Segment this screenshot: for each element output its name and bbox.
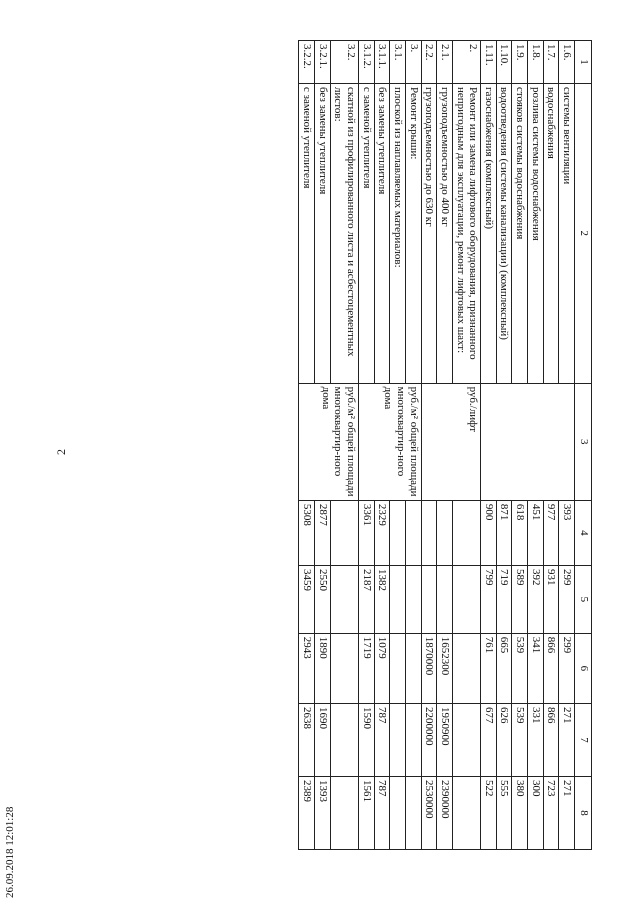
- value-cell: 1590: [359, 704, 375, 777]
- row-number: 2.2.: [421, 41, 437, 84]
- row-number: 2.: [452, 41, 480, 84]
- row-number: 3.1.2.: [359, 41, 375, 84]
- value-cell: 2943: [299, 633, 315, 703]
- value-cell: 787: [374, 704, 390, 777]
- row-number: 3.1.: [390, 41, 406, 84]
- cost-table: [298, 40, 592, 850]
- value-cell: 1382: [374, 565, 390, 633]
- col-header: 8: [575, 777, 592, 850]
- row-name: плоской из наплавляемых материалов:: [390, 83, 406, 383]
- rotated-table-container: [85, 40, 592, 850]
- value-cell: 331: [528, 704, 544, 777]
- row-name: газоснабжения (комплексный): [481, 83, 497, 383]
- value-cell: [452, 704, 480, 777]
- row-number: 1.11.: [481, 41, 497, 84]
- row-name: с заменой утеплителя: [299, 83, 315, 383]
- unit-cell: руб./лифт: [421, 383, 481, 500]
- value-cell: [452, 500, 480, 565]
- unit-cell: [481, 383, 575, 500]
- value-cell: 719: [496, 565, 512, 633]
- value-cell: 866: [543, 704, 559, 777]
- value-cell: 2638: [299, 704, 315, 777]
- header-row: [575, 41, 592, 850]
- row-name: розлива системы водоснабжения: [528, 83, 544, 383]
- value-cell: [330, 704, 358, 777]
- value-cell: 1393: [315, 777, 331, 850]
- row-number: 3.1.1.: [374, 41, 390, 84]
- value-cell: [452, 565, 480, 633]
- value-cell: 677: [481, 704, 497, 777]
- value-cell: 2877: [315, 500, 331, 565]
- value-cell: 2329: [374, 500, 390, 565]
- row-number: 1.6.: [559, 41, 575, 84]
- value-cell: [421, 500, 437, 565]
- row-name: Ремонт или замена лифтового оборудования, признанного непригодным для эксплуатации, ремонт лифтовых шахт:: [452, 83, 480, 383]
- value-cell: 392: [528, 565, 544, 633]
- value-cell: 1690: [315, 704, 331, 777]
- value-cell: 5308: [299, 500, 315, 565]
- value-cell: [405, 500, 421, 565]
- value-cell: 3459: [299, 565, 315, 633]
- col-header: 1: [575, 41, 592, 84]
- unit-cell: руб./м² общей площади многоквартир-ного дома: [359, 383, 422, 500]
- value-cell: 871: [496, 500, 512, 565]
- value-cell: 900: [481, 500, 497, 565]
- value-cell: 2389: [299, 777, 315, 850]
- row-number: 3.2.2.: [299, 41, 315, 84]
- value-cell: [452, 633, 480, 703]
- value-cell: 618: [512, 500, 528, 565]
- value-cell: 2200000: [421, 704, 437, 777]
- value-cell: 341: [528, 633, 544, 703]
- value-cell: [421, 565, 437, 633]
- value-cell: 2550: [315, 565, 331, 633]
- row-name: грузоподъемностью до 400 кг: [437, 83, 453, 383]
- row-number: 2.1.: [437, 41, 453, 84]
- row-name: системы вентиляции: [559, 83, 575, 383]
- value-cell: 2187: [359, 565, 375, 633]
- row-name: Ремонт крыши:: [405, 83, 421, 383]
- value-cell: 1561: [359, 777, 375, 850]
- value-cell: [405, 704, 421, 777]
- value-cell: 1079: [374, 633, 390, 703]
- value-cell: 271: [559, 777, 575, 850]
- value-cell: 1719: [359, 633, 375, 703]
- col-header: 6: [575, 633, 592, 703]
- row-number: 1.10.: [496, 41, 512, 84]
- row-number: 1.7.: [543, 41, 559, 84]
- value-cell: 589: [512, 565, 528, 633]
- value-cell: 866: [543, 633, 559, 703]
- value-cell: 2530000: [421, 777, 437, 850]
- value-cell: 1870000: [421, 633, 437, 703]
- row-name: водоотведения (системы канализации) (комплексный): [496, 83, 512, 383]
- row-name: грузоподъемностью до 630 кг: [421, 83, 437, 383]
- value-cell: [390, 565, 406, 633]
- value-cell: [390, 777, 406, 850]
- value-cell: 761: [481, 633, 497, 703]
- row-number: 3.: [405, 41, 421, 84]
- value-cell: 626: [496, 704, 512, 777]
- row-name: стояков системы водоснабжения: [512, 83, 528, 383]
- value-cell: [405, 633, 421, 703]
- value-cell: 300: [528, 777, 544, 850]
- value-cell: [390, 704, 406, 777]
- value-cell: 977: [543, 500, 559, 565]
- col-header: 5: [575, 565, 592, 633]
- unit-cell: руб./м² общей площади многоквартир-ного дома: [299, 383, 359, 500]
- value-cell: 380: [512, 777, 528, 850]
- value-cell: [330, 565, 358, 633]
- value-cell: [405, 565, 421, 633]
- row-name: без замены утеплителя: [374, 83, 390, 383]
- table-row: [405, 41, 421, 850]
- row-number: 3.2.: [330, 41, 358, 84]
- row-name: водоснабжения: [543, 83, 559, 383]
- value-cell: 539: [512, 633, 528, 703]
- row-number: 3.2.1.: [315, 41, 331, 84]
- value-cell: [437, 500, 453, 565]
- value-cell: 271: [559, 704, 575, 777]
- row-name: с заменой утеплителя: [359, 83, 375, 383]
- value-cell: [405, 777, 421, 850]
- value-cell: [390, 633, 406, 703]
- value-cell: 1890: [315, 633, 331, 703]
- value-cell: 723: [543, 777, 559, 850]
- value-cell: 299: [559, 633, 575, 703]
- value-cell: 1652300: [437, 633, 453, 703]
- value-cell: 3361: [359, 500, 375, 565]
- value-cell: 1950900: [437, 704, 453, 777]
- row-name: скатной из профилированного листа и асбестоцементных листов:: [330, 83, 358, 383]
- col-header: 7: [575, 704, 592, 777]
- value-cell: [330, 633, 358, 703]
- value-cell: [330, 777, 358, 850]
- value-cell: [390, 500, 406, 565]
- value-cell: 522: [481, 777, 497, 850]
- value-cell: 787: [374, 777, 390, 850]
- value-cell: 393: [559, 500, 575, 565]
- row-name: без замены утеплителя: [315, 83, 331, 383]
- value-cell: [452, 777, 480, 850]
- row-number: 1.8.: [528, 41, 544, 84]
- value-cell: 451: [528, 500, 544, 565]
- col-header: 3: [575, 383, 592, 500]
- row-number: 1.9.: [512, 41, 528, 84]
- value-cell: 555: [496, 777, 512, 850]
- table-row: [452, 41, 480, 850]
- value-cell: [437, 565, 453, 633]
- col-header: 2: [575, 83, 592, 383]
- value-cell: 665: [496, 633, 512, 703]
- value-cell: 2390000: [437, 777, 453, 850]
- value-cell: 799: [481, 565, 497, 633]
- value-cell: 931: [543, 565, 559, 633]
- value-cell: 539: [512, 704, 528, 777]
- col-header: 4: [575, 500, 592, 565]
- page-number: 2: [54, 449, 68, 455]
- print-timestamp: 26.09.2018 12:01:28: [4, 806, 16, 898]
- table-row: [559, 41, 575, 850]
- value-cell: [330, 500, 358, 565]
- table-row: [330, 41, 358, 850]
- value-cell: 299: [559, 565, 575, 633]
